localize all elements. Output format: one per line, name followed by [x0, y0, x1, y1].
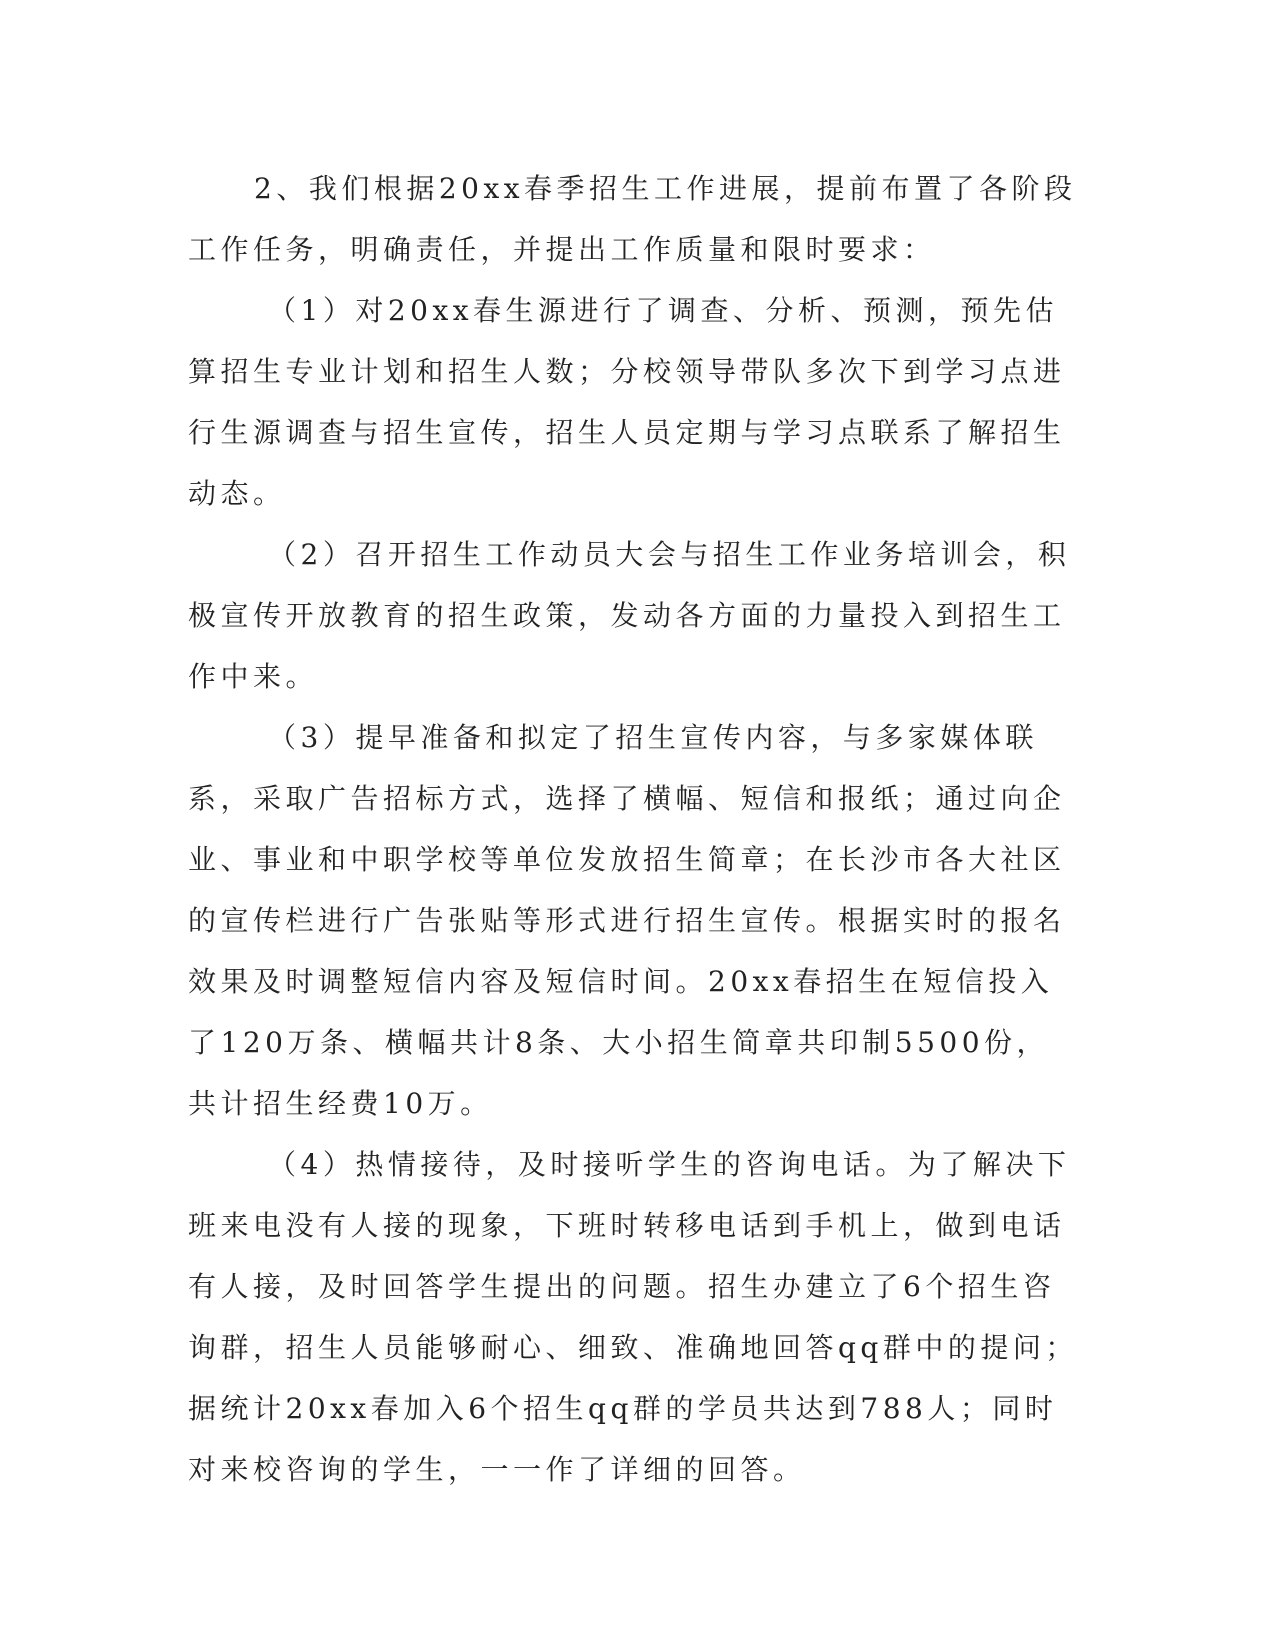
paragraph-sub-item-2: （2）召开招生工作动员大会与招生工作业务培训会，积极宣传开放教育的招生政策，发动各方面的力量投入到招生工作中来。 — [188, 538, 1071, 693]
paragraph-sub-item-4: （4）热情接待，及时接听学生的咨询电话。为了解决下班来电没有人接的现象，下班时转移电话到手机上，做到电话有人接，及时回答学生提出的问题。招生办建立了6个招生咨询群，招生人员能够耐心、细致、准确地回答qq群中的提问；据统计20xx春加入6个招生qq群的学员共达到788人；同时对来校咨询的学生，一一作了详细的回答。 — [188, 1148, 1078, 1486]
paragraph-sub-item-3: （3）提早准备和拟定了招生宣传内容，与多家媒体联系，采取广告招标方式，选择了横幅、短信和报纸；通过向企业、事业和中职学校等单位发放招生简章；在长沙市各大社区的宣传栏进行广告张贴等形式进行招生宣传。根据实时的报名效果及时调整短信内容及短信时间。20xx春招生在短信投入了120万条、横幅共计8条、大小招生简章共印制5500份，共计招生经费10万。 — [188, 721, 1066, 1120]
paragraph-sub-item-1: （1）对20xx春生源进行了调查、分析、预测，预先估算招生专业计划和招生人数；分校领导带队多次下到学习点进行生源调查与招生宣传，招生人员定期与学习点联系了解招生动态。 — [188, 294, 1066, 510]
paragraph-item-2: 2、我们根据20xx春季招生工作进展，提前布置了各阶段工作任务，明确责任，并提出工作质量和限时要求： — [188, 172, 1077, 266]
document-body — [188, 158, 1078, 1500]
